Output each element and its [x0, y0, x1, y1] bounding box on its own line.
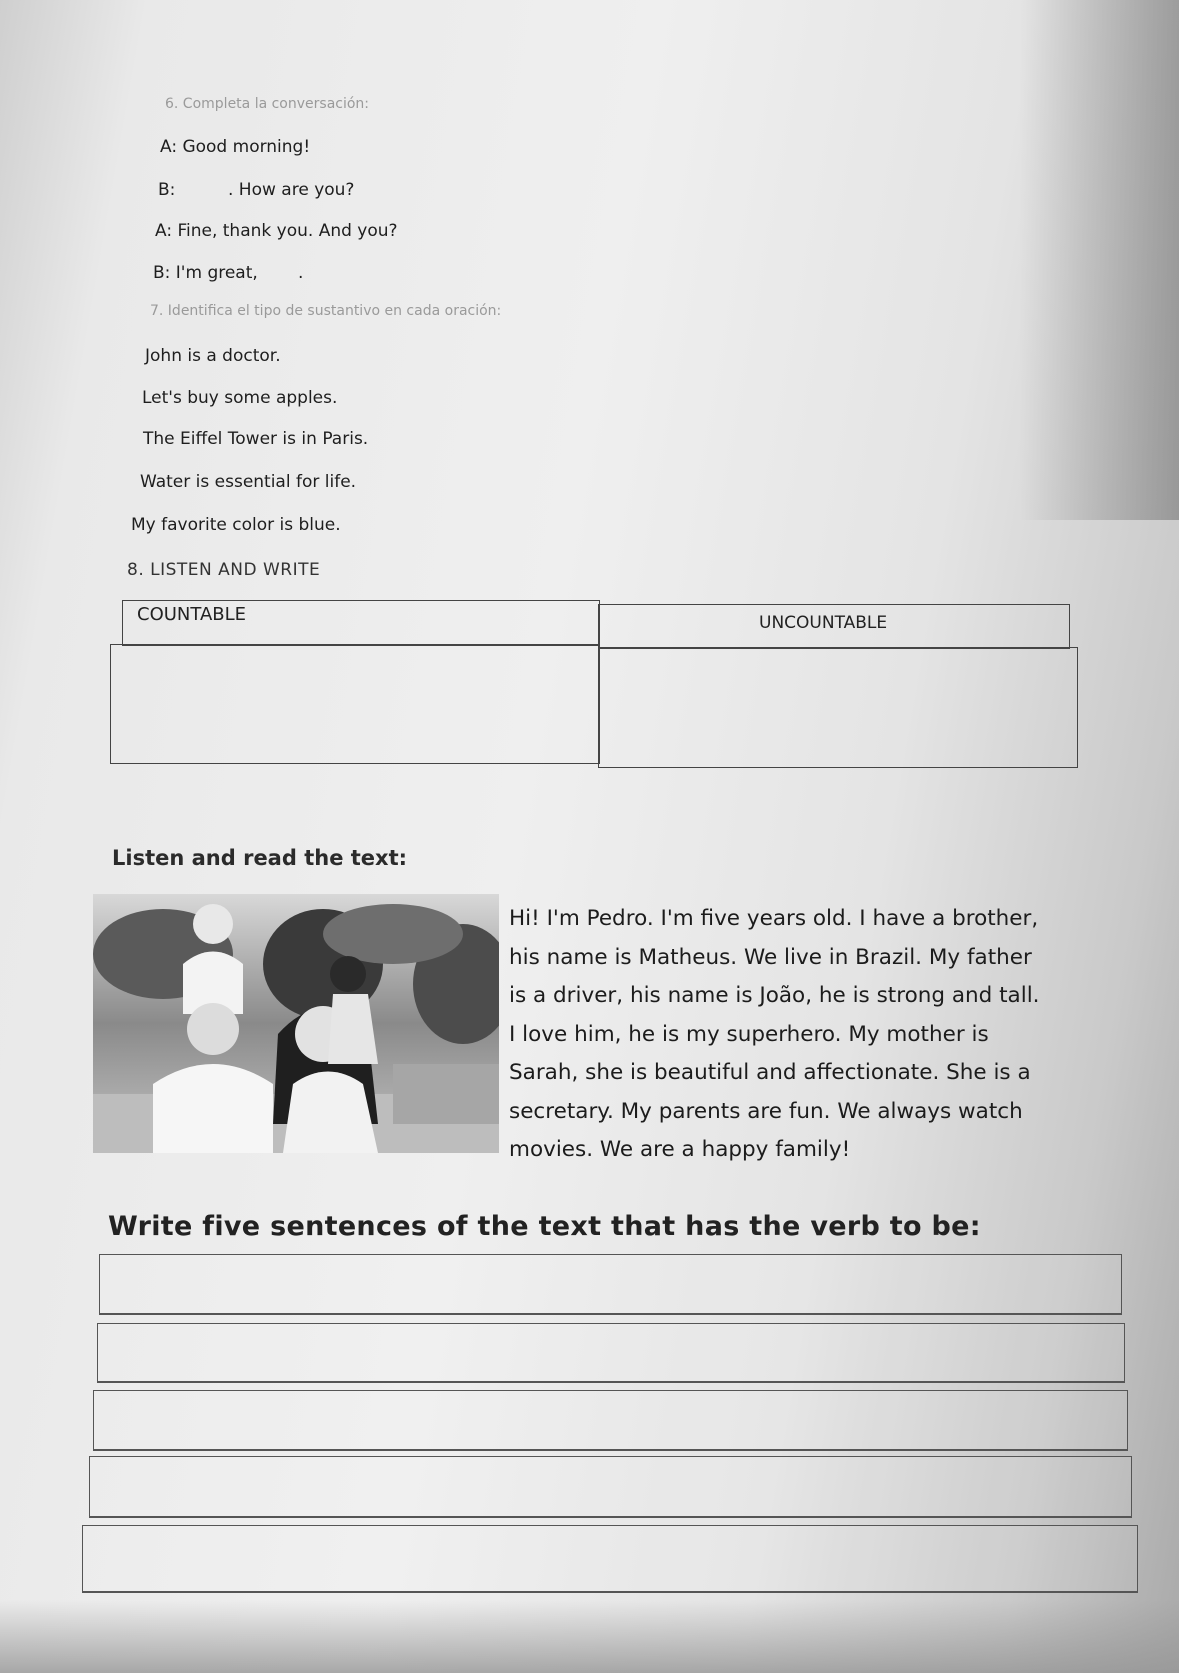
family-photo	[93, 894, 499, 1153]
noun-sentence: The Eiffel Tower is in Paris.	[143, 429, 369, 449]
answer-line-2[interactable]	[97, 1323, 1125, 1383]
dialogue-line: A: Good morning!	[160, 137, 311, 157]
reading-line: I love him, he is my superhero. My mother is	[509, 1021, 989, 1047]
page-bottom-shadow	[0, 1600, 1179, 1673]
column-header: COUNTABLE	[137, 604, 247, 625]
exercise-8-title: 8. LISTEN AND WRITE	[127, 560, 321, 580]
exercise-6-instruction: 6. Completa la conversación:	[165, 96, 370, 112]
dialogue-line: . How are you?	[228, 180, 355, 200]
reading-line: Hi! I'm Pedro. I'm five years old. I have a brother,	[509, 906, 1039, 931]
reading-heading: Listen and read the text:	[112, 846, 408, 870]
answer-line-5[interactable]	[82, 1525, 1138, 1593]
dialogue-line: B: I'm great,	[153, 263, 258, 283]
reading-line: his name is Matheus. We live in Brazil. My father	[509, 944, 1032, 970]
uncountable-answer-cell[interactable]	[598, 647, 1078, 768]
noun-sentence: Water is essential for life.	[140, 472, 357, 492]
column-header: UNCOUNTABLE	[759, 613, 888, 633]
dialogue-line: B:	[158, 180, 176, 200]
noun-sentence: My favorite color is blue.	[131, 515, 341, 535]
reading-line: secretary. My parents are fun. We always watch	[509, 1098, 1023, 1124]
writing-instruction: Write five sentences of the text that has the verb to be:	[108, 1211, 981, 1242]
noun-sentence: John is a doctor.	[145, 346, 281, 366]
dialogue-line: A: Fine, thank you. And you?	[155, 221, 398, 241]
answer-line-4[interactable]	[89, 1456, 1132, 1518]
page-shadow	[1019, 0, 1179, 520]
table-header-uncountable	[598, 604, 1070, 649]
answer-line-3[interactable]	[93, 1390, 1128, 1451]
noun-sentence: Let's buy some apples.	[142, 388, 338, 408]
reading-line: is a driver, his name is João, he is strong and tall.	[509, 983, 1040, 1008]
reading-line: Sarah, she is beautiful and affectionate. She is a	[509, 1060, 1031, 1085]
family-photo-icon	[93, 894, 499, 1153]
exercise-7-instruction: 7. Identifica el tipo de sustantivo en cada oración:	[150, 303, 502, 319]
reading-line: movies. We are a happy family!	[509, 1137, 851, 1162]
reading-text	[509, 900, 1094, 1170]
dialogue-line: .	[298, 263, 304, 283]
answer-line-1[interactable]	[99, 1254, 1122, 1315]
countable-answer-cell[interactable]	[110, 644, 600, 764]
table-header-countable	[122, 600, 600, 646]
